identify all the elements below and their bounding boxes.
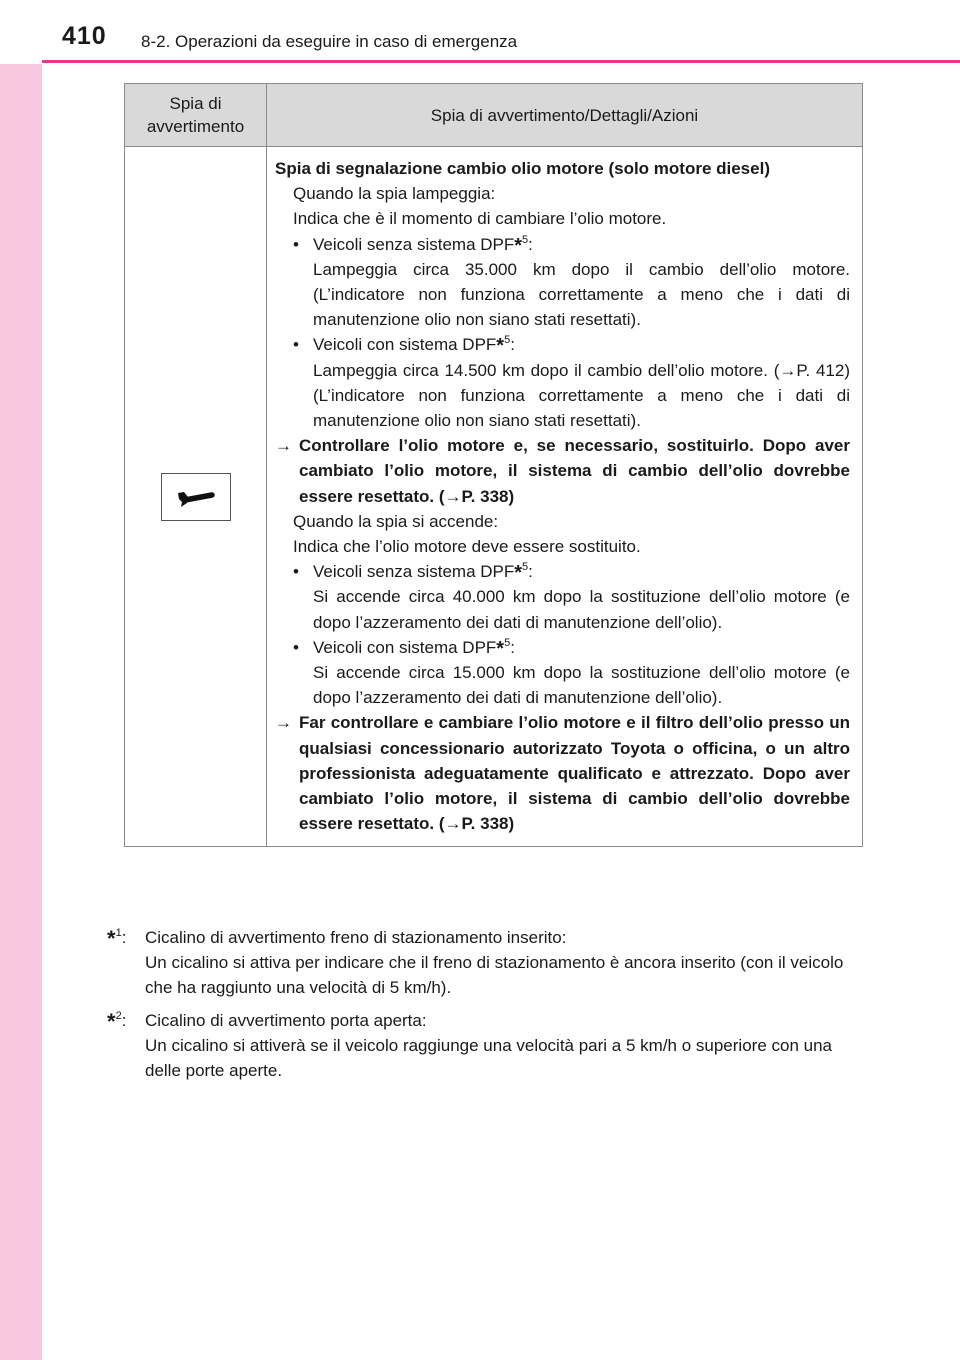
footnote-number: 1 [115, 927, 122, 939]
on-label: Quando la spia si accende: [293, 511, 499, 531]
footnote-ref: 5 [522, 561, 529, 574]
warning-light-table [124, 83, 863, 847]
list-item: • Veicoli senza sistema DPF*$^5$: [293, 233, 533, 257]
col-header-details: Spia di avvertimento/Dettagli/Azioni [267, 84, 863, 147]
wrench-icon [161, 473, 231, 521]
section-title: 8-2. Operazioni da eseguire in caso di emergenza [141, 32, 518, 51]
footnote-text: Un cicalino si attiverà se il veicolo raggiunge una velocità pari a 5 km/h o superiore con una delle porte aperte. [145, 1036, 832, 1080]
footnote-title: Cicalino di avvertimento porta aperta: [145, 1011, 427, 1030]
footnote: *$^2$: Cicalino di avvertimento porta aperta: Un cicalino si attiverà se il veicolo raggiunge una velocità pari a 5 km/h o superiore con una delle porte aperte. [107, 1008, 859, 1083]
action-text: Far controllare e cambiare l’olio motore e il filtro dell’olio presso un qualsiasi concessionario autorizzato Toyota o officina, o un altro professionista adeguatamente qualificato e attrezzato. Dopo aver cambiato l’olio motore, il sistema di cambio dell’olio dovrebbe essere resettato. (→P. 338) [299, 713, 850, 834]
bullet-label: Veicoli senza sistema DPF [313, 234, 515, 254]
action-item [275, 710, 850, 836]
bullet-label: Veicoli con sistema DPF [313, 637, 497, 657]
table-header-row [125, 84, 863, 147]
action-item [275, 433, 850, 509]
footnote-ref: 5 [504, 334, 511, 347]
bullet-text: Lampeggia circa 14.500 km dopo il cambio dell’olio motore. (→P. 412) (L’indicatore non funziona correttamente a meno che i dati di manutenzione olio non siano stati resettati). [313, 360, 850, 431]
header-divider [42, 60, 960, 63]
footnote-title: Cicalino di avvertimento freno di stazionamento inserito: [145, 928, 567, 947]
footnotes [107, 925, 859, 1091]
flash-description: Indica che è il momento di cambiare l’olio motore. [293, 209, 667, 229]
details-cell [267, 147, 863, 847]
bullet-label: Veicoli senza sistema DPF [313, 562, 515, 582]
bullet-text: Si accende circa 40.000 km dopo la sostituzione dell’olio motore (e dopo l’azzeramento dei dati di manutenzione dell’olio). [313, 587, 850, 632]
action-text: Controllare l’olio motore e, se necessario, sostituirlo. Dopo aver cambiato l’olio motore, il sistema di cambio dell’olio dovrebbe essere resettato. (→P. 338) [299, 436, 850, 506]
footnote-number: 2 [115, 1010, 122, 1022]
page-number: 410 [62, 22, 107, 50]
bullet-label: Veicoli con sistema DPF [313, 335, 497, 355]
side-color-strip [0, 0, 42, 1360]
arrow-right-icon: → [275, 713, 292, 733]
list-item: • Veicoli senza sistema DPF*$^5$: [293, 561, 533, 585]
arrow-right-icon: → [275, 436, 292, 456]
bullet-text: Lampeggia circa 35.000 km dopo il cambio dell’olio motore. (L’indicatore non funziona correttamente a meno che i dati di manutenzione olio non siano stati resettati). [313, 259, 850, 330]
footnote-ref: 5 [504, 636, 511, 649]
list-item: • Veicoli con sistema DPF*$^5$: [293, 334, 515, 358]
bullet-text: Si accende circa 15.000 km dopo la sostituzione dell’olio motore (e dopo l’azzeramento dei dati di manutenzione dell’olio). [313, 663, 850, 708]
footnote-text: Un cicalino si attiva per indicare che il freno di stazionamento è ancora inserito (con il veicolo che ha raggiunto una velocità di 5 km/h). [145, 953, 844, 997]
footnote-ref: 5 [522, 233, 529, 246]
col-header-warning-light: Spia di avvertimento [125, 84, 267, 147]
list-item: • Veicoli con sistema DPF*$^5$: [293, 636, 515, 660]
footnote: *$^1$: Cicalino di avvertimento freno di stazionamento inserito: Un cicalino si attiva per indicare che il freno di stazionamento è ancora inserito (con il veicolo che ha raggiunto una velocità di 5 km/h). [107, 925, 859, 1000]
flash-label: Quando la spia lampeggia: [293, 184, 496, 204]
on-description: Indica che l’olio motore deve essere sostituito. [293, 537, 641, 557]
icon-cell [125, 147, 267, 847]
table-row [125, 147, 863, 847]
light-title: Spia di segnalazione cambio olio motore (solo motore diesel) [275, 159, 770, 178]
